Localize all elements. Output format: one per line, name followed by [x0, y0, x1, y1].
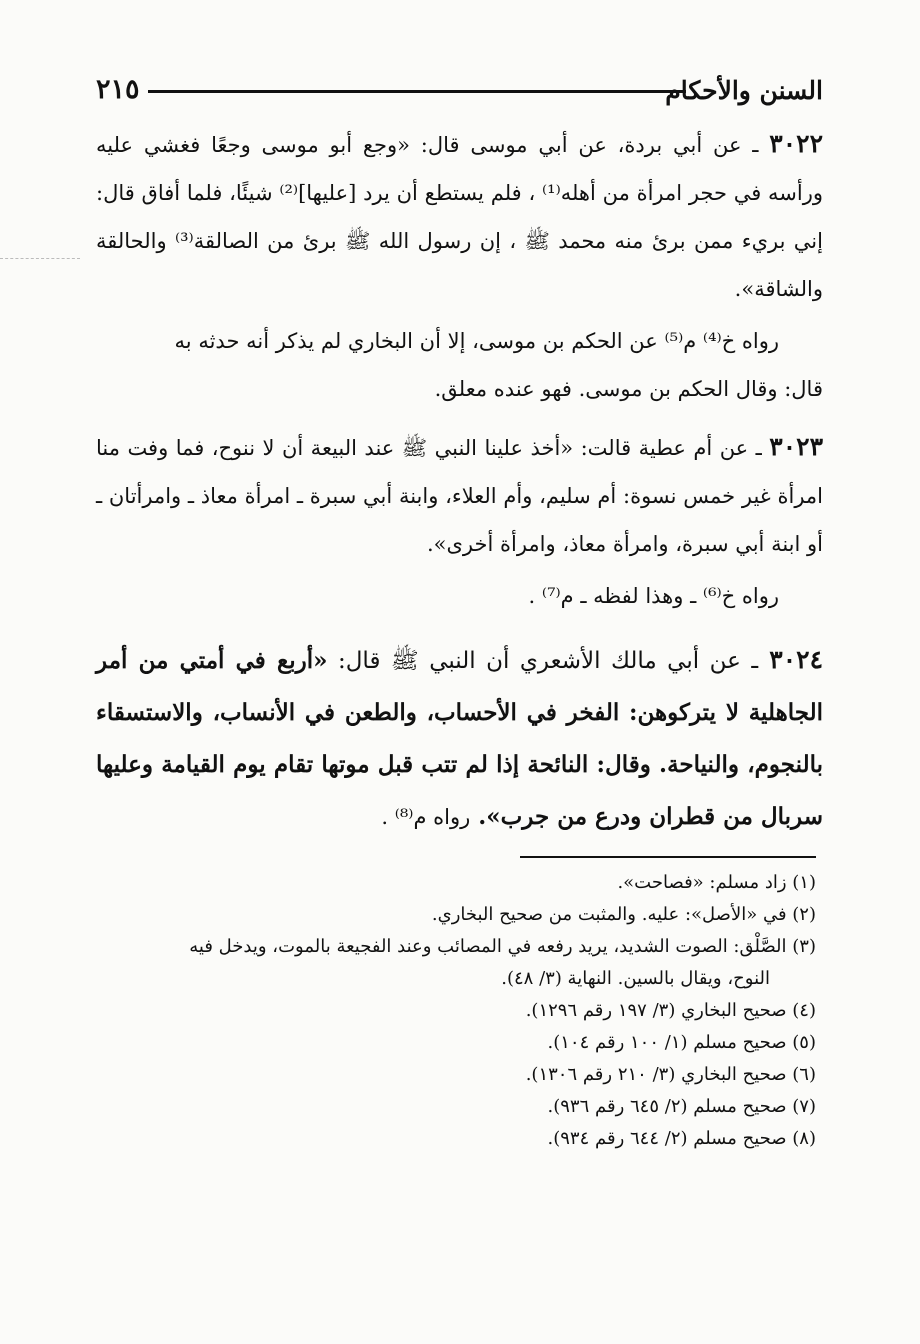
hadith-text: ـ عن أبي بردة، عن أبي موسى قال: «وجع أبو موسى وجعًا فغشي عليه ورأسه في حجر امرأة من أهله⁽¹⁾ ، فلم يستطع أن يرد [عليها]⁽²⁾ شيئًا، فلما أفاق قال: إني بريء ممن برئ منه محمد ﷺ ، إن رسول الله ﷺ برئ من الصالقة⁽³⁾ والحالقة والشاقة». [96, 133, 823, 301]
hadith-number: ٣٠٢٤ [769, 645, 823, 674]
hadith-3022-narration-1: رواه خ⁽⁴⁾ م⁽⁵⁾ عن الحكم بن موسى، إلا أن البخاري لم يذكر أنه حدثه به [174, 329, 779, 353]
hadith-text: «أربع في أمتي من أمر الجاهلية لا يتركوهن: الفخر في الأحساب، والطعن في الأنساب، والاستسقاء بالنجوم، والنياحة. وقال: النائحة إذا لم تتب قبل موتها تقام يوم القيامة وعليها سربال من قطران ودرع من جرب». [96, 647, 823, 830]
hadith-3023 [96, 423, 823, 568]
hadith-3022-narration-2: قال: وقال الحكم بن موسى. فهو عنده معلق. [434, 377, 823, 401]
hadith-3023-narration: رواه خ⁽⁶⁾ ـ وهذا لفظه ـ م⁽⁷⁾ . [528, 584, 779, 608]
hadith-number: ٣٠٢٣ [769, 432, 824, 461]
hadith-3024 [96, 634, 823, 843]
hadith-narration: رواه م⁽⁸⁾ . [381, 805, 471, 829]
header-rule [148, 90, 686, 93]
page-header [96, 72, 823, 112]
footnotes [96, 868, 816, 1156]
hadith-text: ـ عن أم عطية قالت: «أخذ علينا النبي ﷺ عند البيعة أن لا ننوح، فما وفت منا امرأة غير خمس نسوة: أم سليم، وأم العلاء، وابنة أبي سبرة ـ امرأة معاذ ـ وامرأتان ـ أو ابنة أبي سبرة، وامرأة معاذ، وامرأة أخرى». [96, 436, 823, 556]
footnote-8: (٨) صحيح مسلم (٢/ ٦٤٤ رقم ٩٣٤). [547, 1128, 816, 1149]
hadith-3022 [96, 120, 823, 313]
page-number: ٢١٥ [96, 74, 140, 105]
footnote-3-continuation: النوح، ويقال بالسين. النهاية (٣/ ٤٨). [501, 968, 770, 989]
footnote-2: (٢) في «الأصل»: عليه. والمثبت من صحيح البخاري. [431, 904, 816, 925]
footnote-5: (٥) صحيح مسلم (١/ ١٠٠ رقم ١٠٤). [547, 1032, 816, 1053]
page-body [96, 120, 823, 847]
footnote-4: (٤) صحيح البخاري (٣/ ١٩٧ رقم ١٢٩٦). [525, 1000, 816, 1021]
footnote-1: (١) زاد مسلم: «فصاحت». [617, 872, 816, 893]
footnote-3: (٣) الصَّلْق: الصوت الشديد، يريد رفعه في المصائب وعند الفجيعة بالموت، ويدخل فيه [189, 936, 816, 957]
hadith-number: ٣٠٢٢ [769, 129, 823, 158]
scan-artifact-line [0, 258, 80, 259]
hadith-intro: ـ عن أبي مالك الأشعري أن النبي ﷺ قال: [327, 648, 759, 674]
footnote-7: (٧) صحيح مسلم (٢/ ٦٤٥ رقم ٩٣٦). [547, 1096, 816, 1117]
running-title: السنن والأحكام [665, 76, 823, 105]
footnote-separator [520, 856, 816, 858]
footnote-6: (٦) صحيح البخاري (٣/ ٢١٠ رقم ١٣٠٦). [525, 1064, 816, 1085]
